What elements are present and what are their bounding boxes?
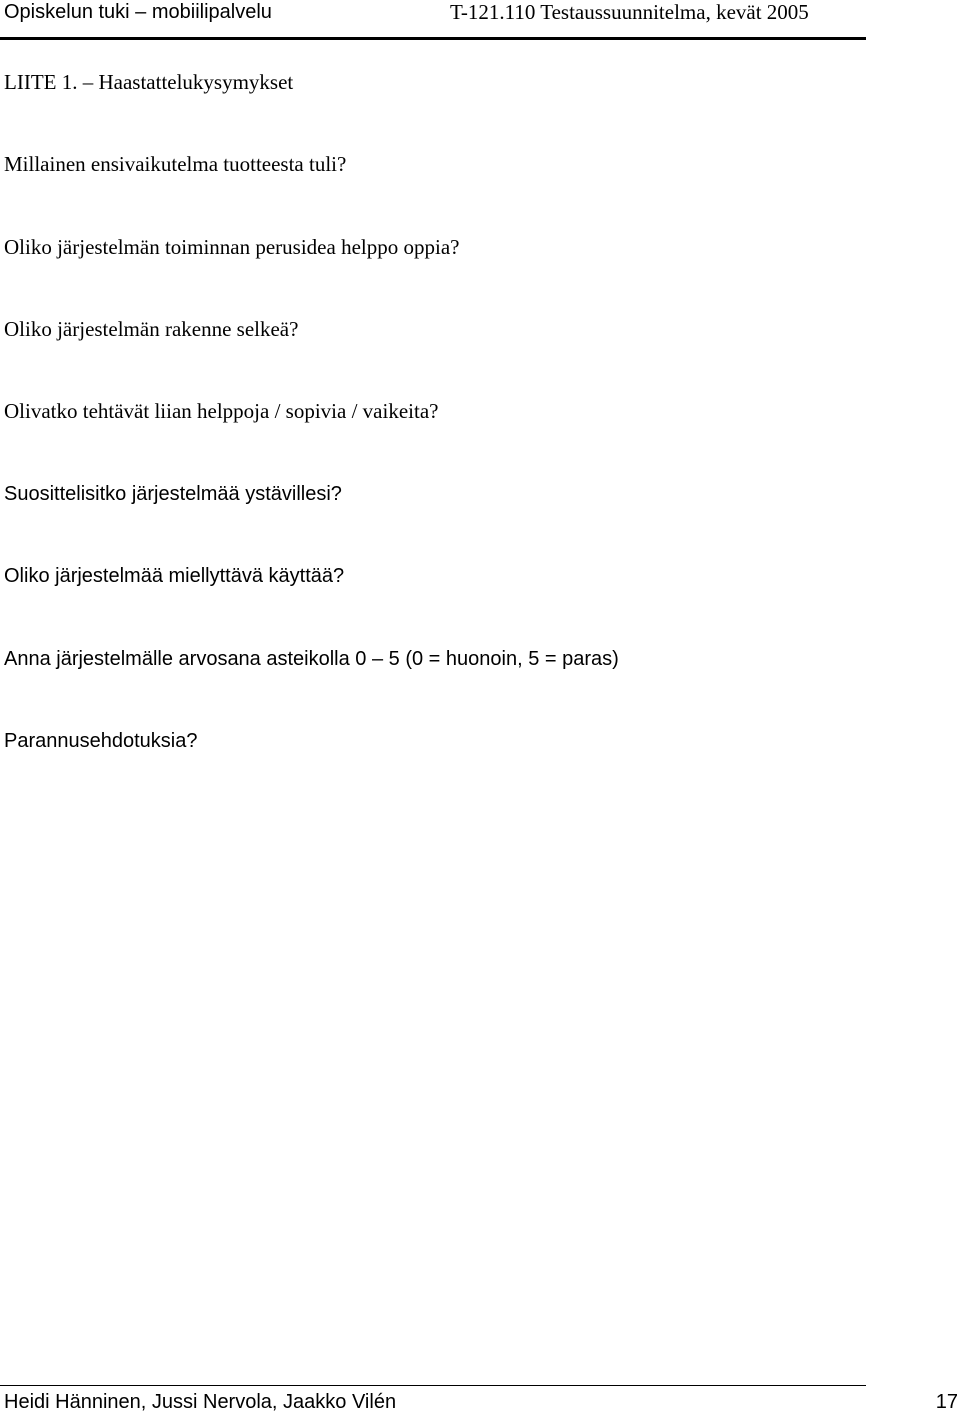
header-document-title: T-121.110 Testaussuunnitelma, kevät 2005 — [450, 0, 809, 24]
header-divider — [0, 37, 866, 40]
question-5: Suosittelisitko järjestelmää ystävillesi? — [4, 483, 342, 505]
question-2: Oliko järjestelmän toiminnan perusidea helppo oppia? — [4, 235, 460, 259]
footer-authors: Heidi Hänninen, Jussi Nervola, Jaakko Vilén — [4, 1391, 397, 1413]
header-project-title: Opiskelun tuki – mobiilipalvelu — [4, 1, 272, 23]
question-4: Olivatko tehtävät liian helppoja / sopivia / vaikeita? — [4, 399, 439, 423]
question-3: Oliko järjestelmän rakenne selkeä? — [4, 317, 299, 341]
question-7: Anna järjestelmälle arvosana asteikolla 0 – 5 (0 = huonoin, 5 = paras) — [4, 648, 619, 670]
footer-divider — [0, 1385, 866, 1386]
question-6: Oliko järjestelmää miellyttävä käyttää? — [4, 565, 345, 587]
page-number: 17 — [935, 1391, 958, 1413]
question-1: Millainen ensivaikutelma tuotteesta tuli? — [4, 152, 347, 176]
appendix-title: LIITE 1. – Haastattelukysymykset — [4, 70, 294, 94]
question-8: Parannusehdotuksia? — [4, 730, 198, 752]
